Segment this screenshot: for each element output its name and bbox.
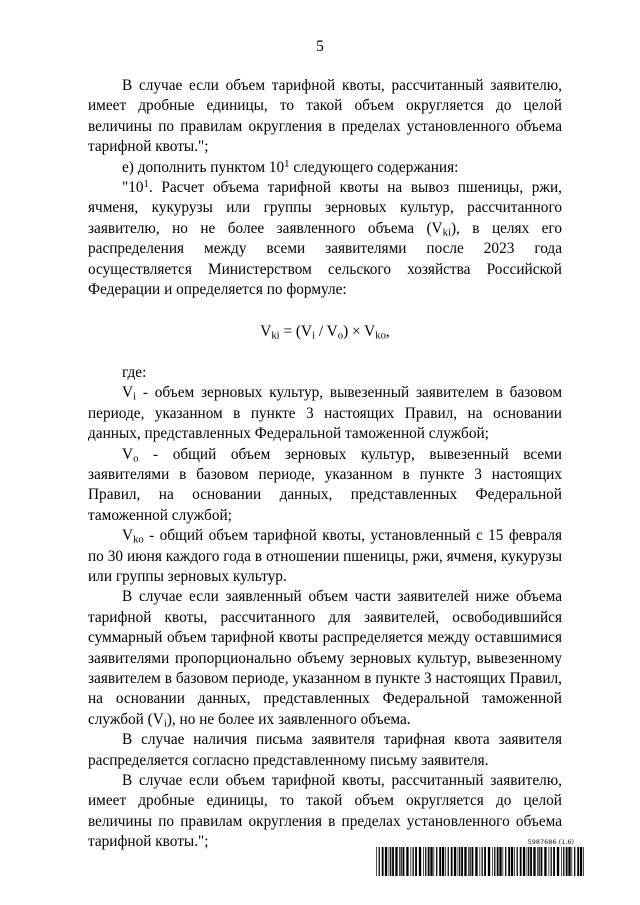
paragraph-rounding-2: В случае если объем тарифной квоты, рассчитанный заявителю, имеет дробные единицы, то такой объем округляется до целой величины по правилам округления в пределах установленного объема тарифной квоты.";	[88, 772, 562, 851]
barcode-code: 5987686 (1.6)	[527, 838, 574, 846]
definition-vko: $V_{ko}$ - общий объем тарифной квоты, установленный с 15 февраля по 30 июня каждого года в отношении пшеницы, ржи, ячменя, кукурузы или группы зерновых культур.	[88, 527, 562, 585]
paragraph-applicant-letter: В случае наличия письма заявителя тарифная квота заявителя распределяется согласно представленному письму заявителя.	[88, 731, 562, 769]
definition-vo: $V_o$ - общий объем зерновых культур, вывезенный всеми заявителями в базовом периоде, указанном в пункте 3 настоящих Правил, на основании данных, представленных Федеральной таможенной службой;	[88, 445, 562, 524]
document-barcode	[376, 838, 586, 876]
document-body	[88, 76, 562, 853]
page-number: 5	[316, 38, 324, 55]
paragraph-rounding-1: В случае если объем тарифной квоты, рассчитанный заявителю, имеет дробные единицы, то такой объем округляется до целой величины по правилам округления в пределах установленного объема тарифной квоты.";	[88, 77, 562, 156]
paragraph-clause-10-1: "$10^1$. Расчет объема тарифной квоты на вывоз пшеницы, ржи, ячменя, кукурузы или группы зерновых культур, рассчитанного заявителю, но не более заявленного объема $(V_{ki})$, в целях его распределения между всеми заявителями после 2023 года осуществляется Министерством сельского хозяйства Российской Федерации и определяется по формуле:	[88, 178, 562, 299]
where-label: где:	[122, 363, 147, 381]
formula: $V_{ki} = (V_i / V_o) \times V_{ko}$,	[260, 323, 390, 343]
paragraph-redistribution: В случае если заявленный объем части заявителей ниже объема тарифной квоты, рассчитанного для заявителей, освободившийся суммарный объем тарифной квоты распределяется между оставшимися заявителями пропорционально объему зерновых культур, вывезенному заявителем в базовом периоде, указанном в пункте 3 настоящих Правил, на основании данных, представленных Федеральной таможенной службой $(V_i)$, но не более их заявленного объема.	[88, 588, 562, 730]
definition-vi: $V_i$ - объем зерновых культур, вывезенный заявителем в базовом периоде, указанном в пункте 3 настоящих Правил, на основании данных, представленных Федеральной таможенной службой;	[88, 384, 562, 443]
paragraph-amendment-intro: е) дополнить пунктом $10^1$ следующего содержания:	[122, 157, 459, 176]
barcode-icon	[376, 847, 586, 876]
